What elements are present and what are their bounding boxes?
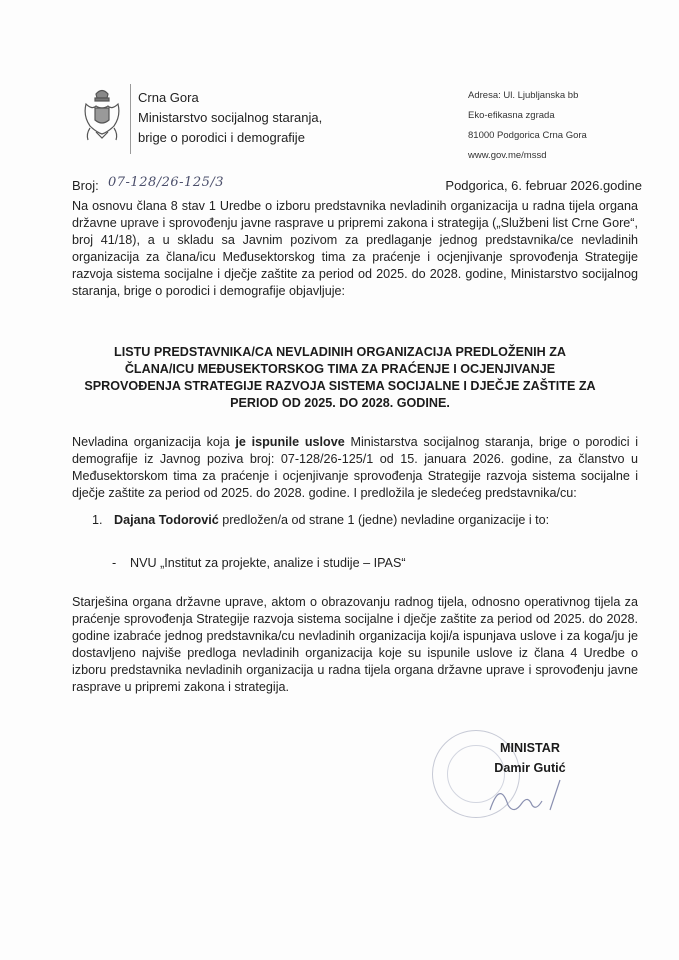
website-link[interactable]: www.gov.me/mssd [468, 150, 547, 161]
intro-paragraph: Na osnovu člana 8 stav 1 Uredbe o izboru predstavnika nevladinih organizacija u radna tijela organa državne uprave i sprovođenju javne rasprave u pripremi zakona i strategija („Službeni list Crne Gore“, broj 41/18), a u skladu sa Javnim pozivom za predlaganje jednog predstavnika/ce nevladinih organizacija za člana/icu Međusektorskog tima za praćenje i ocjenjivanje sprovođenja Strategije razvoja sistema socijalne i dječje zaštite za period od 2025. do 2028. godine, Ministarstvo socijalnog staranja, brige o porodici i demografije objavljuje: [72, 199, 638, 298]
document-title: LISTU PREDSTAVNIKA/CA NEVLADINIH ORGANIZACIJA PREDLOŽENIH ZA ČLANA/ICU MEĐUSEKTORSKOG TIMA ZA PRAĆENJE I OCJENJIVANJE SPROVOĐENJA STRATEGIJE RAZVOJA SISTEMA SOCIJALNE I DJEČJE ZAŠTITE ZA PERIOD OD 2025. DO 2028. GODINE. [84, 345, 596, 410]
ministry-name-line1: Ministarstvo socijalnog staranja, [138, 110, 323, 125]
organization-name [138, 88, 322, 148]
signatory-role: MINISTAR [500, 741, 560, 755]
reference-number-handwritten: 07-128/26-125/3 [108, 175, 225, 190]
ministry-name-line2: brige o porodici i demografije [138, 130, 305, 145]
selection-paragraph: Starješina organa državne uprave, aktom o obrazovanju radnog tijela, odnosno operativnog tijela za praćenje sprovođenja Strategije razvoja sistema socijalne i dječje zaštite za period od 2025. do 2028. godine izabraće jednog predstavnika/cu nevladinih organizacija koji/a ispunjava uslove i za koga/ju je dostavljeno najviše predloga nevladinih organizacija koje su ispunile uslove iz člana 4 Uredbe o izboru predstavnika nevladinih organizacija u radna tijela organa državne uprave i sprovođenju javne rasprave u pripremi zakona i strategija. [72, 595, 638, 694]
reference-label: Broj: [72, 178, 99, 193]
handwritten-signature-icon [470, 770, 590, 820]
paragraph-text: Ministarstva socijalnog staranja, brige o porodici i demografije iz Javnog poziva broj: 07-128/26-125/1 od 15. januara 2026. godine, za članstvo u Međusektorskom tima za praćenje i ocjenjivanje sprovođenja Strategije razvoja sistema socijalne i dječje zaštite za period od 2025. do 2028. godine. I predložila je sledećeg predstavnika/cu: [72, 435, 638, 500]
address-block [468, 86, 587, 166]
candidate-description: predložen/a od strane 1 (jedne) nevladine organizacije i to: [218, 513, 550, 527]
list-dash: - [112, 556, 117, 570]
address-line: Adresa: Ul. Ljubljanska bb [468, 90, 579, 101]
address-line: Eko-efikasna zgrada [468, 110, 555, 121]
paragraph-text: Nevladina organizacija koja [72, 435, 236, 449]
conditions-paragraph [72, 434, 638, 502]
candidate-list-item [92, 512, 632, 529]
organization-list-item [112, 555, 632, 572]
address-line: 81000 Podgorica Crna Gora [468, 130, 587, 141]
place-and-date: Podgorica, 6. februar 2026.godine [445, 178, 642, 193]
country-name: Crna Gora [138, 90, 199, 105]
organization-name: NVU „Institut za projekte, analize i studije – IPAS“ [130, 556, 406, 570]
list-number: 1. [92, 513, 103, 527]
header-divider [130, 84, 131, 154]
candidate-name: Dajana Todorović [114, 513, 219, 527]
letterhead [82, 80, 642, 170]
emphasis-text: je ispunile uslove [235, 435, 345, 449]
coat-of-arms-icon [82, 86, 122, 144]
signatory-name: Damir Gutić [494, 761, 566, 775]
